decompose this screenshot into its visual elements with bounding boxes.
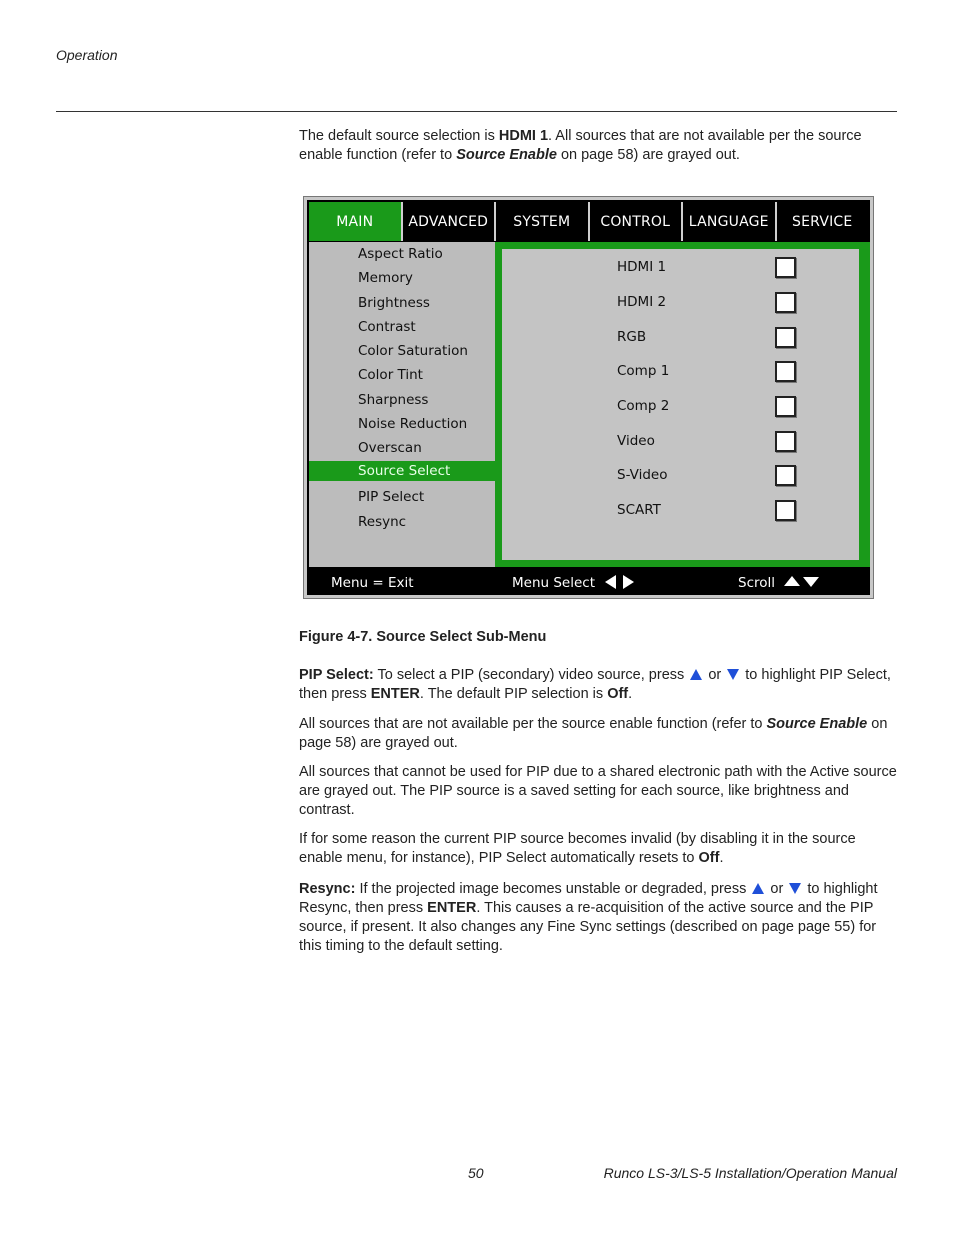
menu-frame [307,200,870,595]
resync-paragraph [299,880,897,956]
menu-item-color-tint[interactable]: Color Tint [358,367,423,383]
source-label-s-video: S-Video [617,467,668,483]
source-checkbox-scart[interactable] [775,500,796,521]
source-label-scart: SCART [617,502,661,518]
tab-system[interactable]: SYSTEM [496,202,590,241]
source-checkbox-hdmi2[interactable] [775,292,796,313]
manual-title: Runco LS-3/LS-5 Installation/Operation Manual [603,1165,897,1181]
menu-item-contrast[interactable]: Contrast [358,319,416,335]
down-arrow-icon [727,669,739,680]
source-enable-paragraph [299,715,897,753]
down-arrow-icon [789,883,801,894]
source-label-comp1: Comp 1 [617,363,670,379]
resync-lead: Resync: [299,881,356,897]
source-select-submenu [495,242,870,567]
arrow-down-icon [803,577,819,587]
footer-menu-select: Menu Select [512,575,596,591]
source-checkbox-rgb[interactable] [775,327,796,348]
menu-item-sharpness[interactable]: Sharpness [358,392,429,408]
pip-text-5: . [628,686,633,702]
tab-control[interactable]: CONTROL [590,202,684,241]
resync-text-2: or [766,881,788,897]
pip-text-4: . The default PIP selection is [419,686,608,702]
intro-source-enable-ref: Source Enable [456,147,557,163]
shared-path-paragraph: All sources that cannot be used for PIP due to a shared electronic path with the Active source are grayed out. The PIP source is a saved setting for each source, like brightness and contrast. [299,764,897,818]
source-label-video: Video [617,433,655,449]
resync-text-3: to highlight Resync, then press [299,881,878,916]
tab-language[interactable]: LANGUAGE [683,202,777,241]
up-arrow-icon [752,883,764,894]
menu-tab-bar [309,202,868,241]
menu-item-pip-select[interactable]: PIP Select [358,489,425,505]
arrow-left-icon [605,575,616,589]
pip-off: Off [607,686,629,702]
menu-item-color-saturation[interactable]: Color Saturation [358,343,468,359]
menu-item-memory[interactable]: Memory [358,270,413,286]
source-label-hdmi2: HDMI 2 [617,294,667,310]
up-arrow-icon [690,669,702,680]
source-checkbox-comp2[interactable] [775,396,796,417]
resync-enter: ENTER [427,900,477,916]
source-label-comp2: Comp 2 [617,398,670,414]
arrow-right-icon [623,575,634,589]
source-checkbox-video[interactable] [775,431,796,452]
p2-text-2: on page 58) are grayed out. [299,716,888,751]
menu-item-noise-reduction[interactable]: Noise Reduction [358,416,468,432]
source-checkbox-comp1[interactable] [775,361,796,382]
p4-text-2: . [719,850,724,866]
intro-text-1: The default source selection is [299,128,499,144]
p4-off: Off [698,850,720,866]
p2-source-enable-ref: Source Enable [766,716,868,732]
resync-text-1: If the projected image becomes unstable or degraded, press [355,881,751,897]
pip-lead: PIP Select: [299,667,374,683]
intro-text-3: on page 58) are grayed out. [556,147,740,163]
source-list-panel [502,249,859,560]
menu-item-source-select[interactable]: Source Select [309,461,495,481]
footer-menu-exit: Menu = Exit [331,575,414,591]
source-checkbox-s-video[interactable] [775,465,796,486]
pip-enter: ENTER [370,686,420,702]
pip-text-1: To select a PIP (secondary) video source, press [373,667,689,683]
tab-service[interactable]: SERVICE [777,202,869,241]
main-menu-list [309,242,495,567]
section-header: Operation [56,47,118,63]
source-select-menu-figure [303,196,874,599]
tab-main[interactable]: MAIN [309,202,403,241]
pip-text-3: to highlight PIP Select, then press [299,667,891,702]
resync-text-4: . This causes a re-acquisition of the active source and the PIP source, if present. It also changes any Fine Sync settings (described on page page 55) for this timing to the default setting. [299,900,877,954]
menu-item-resync[interactable]: Resync [358,514,407,530]
p2-text-1: All sources that are not available per the source enable function (refer to [299,716,767,732]
menu-footer-bar [309,569,868,595]
source-label-rgb: RGB [617,329,647,345]
pip-reset-paragraph [299,830,897,868]
source-label-hdmi1: HDMI 1 [617,259,667,275]
p4-text-1: If for some reason the current PIP source becomes invalid (by disabling it in the source enable menu, for instance), PIP Select automatically resets to [299,831,856,866]
intro-text-2: . All sources that are not available per the source enable function (refer to [299,128,862,163]
footer-scroll: Scroll [738,575,776,591]
intro-paragraph [299,127,897,165]
page-number: 50 [468,1165,484,1181]
menu-item-overscan[interactable]: Overscan [358,440,422,456]
intro-hdmi1: HDMI 1 [498,128,549,144]
header-rule [56,111,897,112]
menu-item-aspect-ratio[interactable]: Aspect Ratio [358,246,443,262]
pip-select-paragraph [299,666,897,704]
arrow-up-icon [784,576,800,586]
tab-advanced[interactable]: ADVANCED [403,202,497,241]
figure-caption: Figure 4-7. Source Select Sub-Menu [299,629,547,645]
pip-text-2: or [704,667,726,683]
source-checkbox-hdmi1[interactable] [775,257,796,278]
menu-item-brightness[interactable]: Brightness [358,295,430,311]
